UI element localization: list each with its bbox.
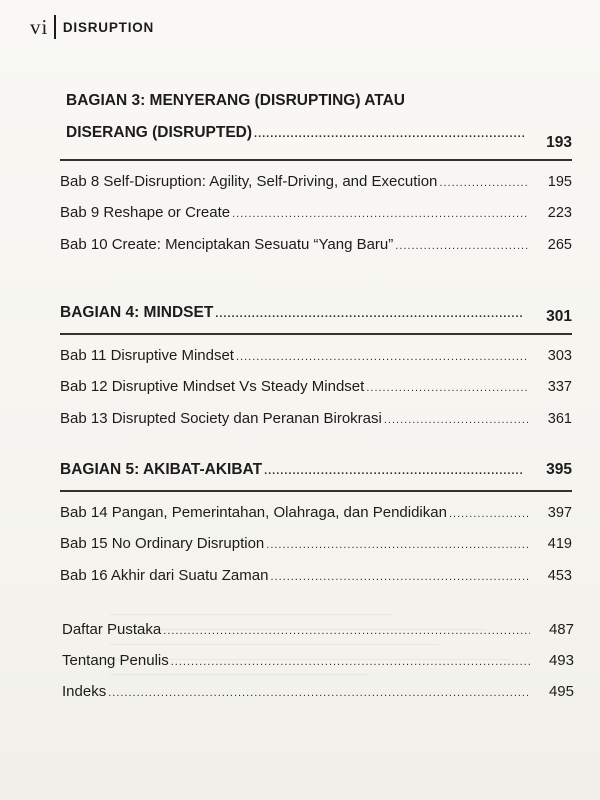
chapter-title: Bab 11 Disruptive Mindset — [60, 346, 234, 364]
chapter-title: Bab 10 Create: Menciptakan Sesuatu “Yang Baru” — [60, 235, 394, 253]
chapter-page-number: 453 — [547, 567, 572, 584]
dot-leader — [449, 499, 528, 530]
backmatter-page-number: 493 — [548, 652, 574, 669]
toc-chapter-row[interactable] — [60, 167, 572, 199]
part-page-number: 193 — [546, 134, 572, 151]
toc-part-5 — [60, 455, 572, 592]
toc-chapter-row[interactable] — [60, 404, 572, 436]
page-folio: vi — [30, 14, 49, 39]
chapter-page-number: 361 — [547, 410, 572, 427]
toc-chapter-row[interactable] — [60, 230, 572, 262]
dot-leader — [384, 405, 528, 436]
chapter-page-number: 419 — [547, 536, 572, 552]
chapter-title: Bab 14 Pangan, Pemerintahan, Olahraga, dan Pendidikan — [60, 503, 447, 521]
part-divider — [60, 490, 572, 492]
part-divider — [60, 333, 572, 335]
part-heading[interactable] — [60, 298, 572, 329]
backmatter-page-number: 487 — [548, 621, 574, 638]
chapter-title: Bab 16 Akhir dari Suatu Zaman — [60, 566, 269, 584]
chapter-page-number: 397 — [547, 504, 572, 521]
toc-chapter-row[interactable] — [60, 529, 572, 561]
dot-leader — [108, 679, 530, 708]
toc-backmatter-row[interactable] — [62, 677, 574, 708]
chapter-title: Bab 12 Disruptive Mindset Vs Steady Mindset — [60, 378, 365, 395]
dot-leader — [266, 530, 528, 561]
backmatter-title: Tentang Penulis — [62, 652, 169, 669]
part-title: BAGIAN 5: AKIBAT-AKIBAT — [60, 461, 263, 478]
chapter-title: Bab 13 Disrupted Society dan Peranan Birokrasi — [60, 409, 382, 427]
running-title: DISRUPTION — [62, 19, 155, 35]
toc-chapter-row[interactable] — [60, 561, 572, 593]
part-heading[interactable] — [60, 86, 572, 149]
dot-leader — [215, 299, 524, 329]
backmatter-page-number: 495 — [548, 683, 574, 700]
chapter-page-number: 337 — [547, 379, 572, 395]
backmatter-title: Daftar Pustaka — [62, 621, 162, 638]
toc-part-4 — [60, 298, 572, 435]
running-head — [30, 12, 154, 42]
dot-leader — [254, 119, 524, 149]
dot-leader — [236, 342, 528, 373]
chapter-page-number: 265 — [547, 236, 572, 253]
dot-leader — [270, 562, 528, 593]
dot-leader — [439, 168, 528, 199]
toc-part-3 — [60, 86, 572, 261]
chapter-page-number: 223 — [547, 205, 572, 221]
dot-leader — [264, 456, 524, 486]
part-title: BAGIAN 4: MINDSET — [60, 304, 214, 321]
chapter-page-number: 303 — [547, 347, 572, 364]
dot-leader — [232, 199, 528, 230]
show-through-shadow — [110, 600, 580, 675]
chapter-title: Bab 15 No Ordinary Disruption — [60, 535, 265, 552]
part-heading[interactable] — [60, 455, 572, 486]
backmatter-title: Indeks — [62, 683, 107, 700]
toc-chapter-row[interactable] — [60, 198, 572, 230]
part-title-line-1: BAGIAN 3: MENYERANG (DISRUPTING) ATAU — [66, 92, 405, 109]
part-divider — [60, 159, 572, 161]
toc-chapter-row[interactable] — [60, 341, 572, 373]
toc-chapter-row[interactable] — [60, 498, 572, 530]
part-title-line-2: DISERANG (DISRUPTED) — [66, 124, 253, 141]
chapter-page-number: 195 — [547, 173, 572, 190]
part-page-number: 301 — [546, 308, 572, 325]
toc-chapter-row[interactable] — [60, 372, 572, 404]
part-page-number: 395 — [546, 461, 572, 478]
dot-leader — [395, 231, 528, 262]
chapter-title: Bab 9 Reshape or Create — [60, 204, 231, 221]
dot-leader — [366, 373, 528, 404]
running-head-divider — [54, 15, 56, 39]
chapter-title: Bab 8 Self-Disruption: Agility, Self-Driving, and Execution — [60, 172, 438, 190]
